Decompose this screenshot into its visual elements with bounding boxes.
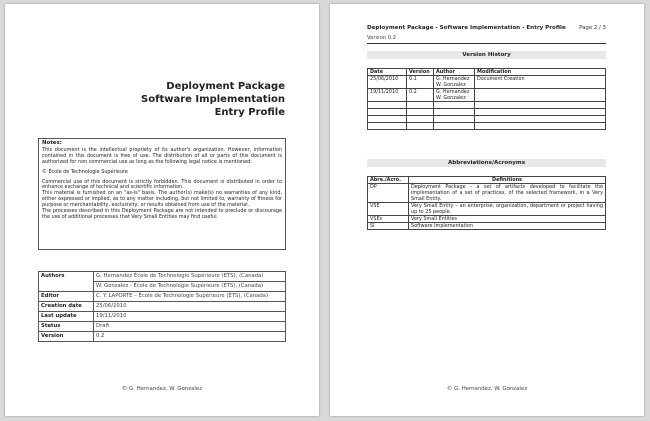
cell-version: 0.2	[407, 89, 434, 102]
version-history-table	[367, 68, 606, 130]
meta-key: Status	[39, 322, 94, 332]
meta-value: C. Y. LAPORTE – École de Technologie Supérieure (ETS), (Canada)	[94, 292, 286, 302]
cell-definition: Very Small Entities	[409, 216, 606, 223]
table-row	[368, 123, 606, 130]
column-header: Abre./Acro.	[368, 177, 409, 184]
cell-date: 25/06/2010	[368, 76, 407, 89]
cell-abbreviation: VSE	[368, 203, 409, 216]
meta-value: Draft	[94, 322, 286, 332]
cell-modification	[475, 89, 606, 102]
table-row	[39, 332, 286, 342]
meta-key: Creation date	[39, 302, 94, 312]
title-line-3: Entry Profile	[214, 107, 285, 118]
abbreviations-heading: Abbreviations/Acronyms	[367, 159, 606, 167]
table-header-row	[368, 69, 606, 76]
column-header: Author	[434, 69, 475, 76]
table-header-row	[368, 177, 606, 184]
notes-title: Notes:	[42, 140, 62, 146]
notes-paragraph: This material is furnished on an "as-is" basis. The author(s) make(s) no warranties of any kind, either expressed or implied, as to any matter including, but not limited to, warranty of fitness for purpose or merchantability, exclusivity, or results obtained from use of the material.	[42, 190, 282, 209]
notes-paragraph: Commercial use of this document is strictly forbidden. This document is distributed in order to enhance exchange of technical and scientific information.	[42, 178, 282, 191]
meta-value: 0.2	[94, 332, 286, 342]
cell-version: 0.1	[407, 76, 434, 89]
abbreviations-table	[367, 176, 606, 230]
page-footer: © G. Hernandez, W. Gonzalez	[446, 386, 528, 392]
running-header-title: Deployment Package - Software Implementation - Entry Profile	[367, 25, 566, 31]
table-row	[39, 272, 286, 282]
meta-key: Authors	[39, 272, 94, 292]
table-row	[39, 322, 286, 332]
document-metadata-table	[38, 271, 286, 342]
table-row	[39, 302, 286, 312]
meta-value: W. Gonzalez - École de Technologie Supérieure (ETS), (Canada)	[94, 282, 286, 292]
meta-key: Editor	[39, 292, 94, 302]
version-history-heading: Version History	[367, 51, 606, 59]
column-header: Version	[407, 69, 434, 76]
table-row	[368, 76, 606, 89]
page-number: Page 2 / 3	[579, 25, 606, 31]
cell-definition: Deployment Package - a set of artifacts developed to facilitate the implementation of a set of practices, of the selected framework, in a Very Small Entity.	[409, 184, 606, 203]
cell-definition: Software Implementation	[409, 223, 606, 230]
notes-paragraph: © École de Technologie Supérieure	[42, 168, 128, 175]
cell-modification: Document Creation	[475, 76, 606, 89]
table-row	[368, 109, 606, 116]
legal-notes-box	[38, 138, 286, 250]
table-row	[368, 216, 606, 223]
table-row	[368, 223, 606, 230]
notes-paragraph: The processes described in this Deployment Package are not intended to preclude or discourage the use of additional processes that Very Small Entities may find useful.	[42, 208, 282, 220]
notes-paragraph: This document is the intellectual propriety of its author's organization. However, information contained in this document is free of use. The distribution of all or parts of this document is authorized for non commercial use as long as the following legal notice is mentioned:	[42, 146, 282, 165]
table-row	[368, 89, 606, 102]
table-row	[368, 102, 606, 109]
meta-key: Version	[39, 332, 94, 342]
title-line-2: Software Implementation	[141, 94, 285, 105]
title-line-1: Deployment Package	[166, 81, 285, 92]
meta-value: 25/06/2010	[94, 302, 286, 312]
header-divider	[367, 43, 606, 44]
table-row	[39, 312, 286, 322]
column-header: Modification	[475, 69, 606, 76]
meta-value: 19/11/2010	[94, 312, 286, 322]
document-page-1	[5, 4, 319, 416]
table-row	[368, 116, 606, 123]
cell-definition: Very Small Entity – an enterprise, organization, department or project having up to 25 people.	[409, 203, 606, 216]
column-header: Definitions	[409, 177, 606, 184]
meta-key: Last update	[39, 312, 94, 322]
table-row	[368, 184, 606, 203]
table-row	[39, 292, 286, 302]
cell-author: G. Hernandez W. Gonzalez	[434, 89, 475, 102]
table-row	[368, 203, 606, 216]
cell-author: G. Hernandez W. Gonzalez	[434, 76, 475, 89]
column-header: Date	[368, 69, 407, 76]
page-footer: © G. Hernandez, W. Gonzalez	[121, 386, 203, 392]
cell-abbreviation: VSEs	[368, 216, 409, 223]
cell-abbreviation: DP	[368, 184, 409, 203]
cell-abbreviation: SI	[368, 223, 409, 230]
running-header-version: Version 0.2	[367, 35, 396, 41]
document-title	[141, 80, 285, 119]
cell-date: 19/11/2010	[368, 89, 407, 102]
document-page-2	[330, 4, 644, 416]
meta-value: G. Hernandez École de Technologie Supérieure (ETS), (Canada)	[94, 272, 286, 282]
